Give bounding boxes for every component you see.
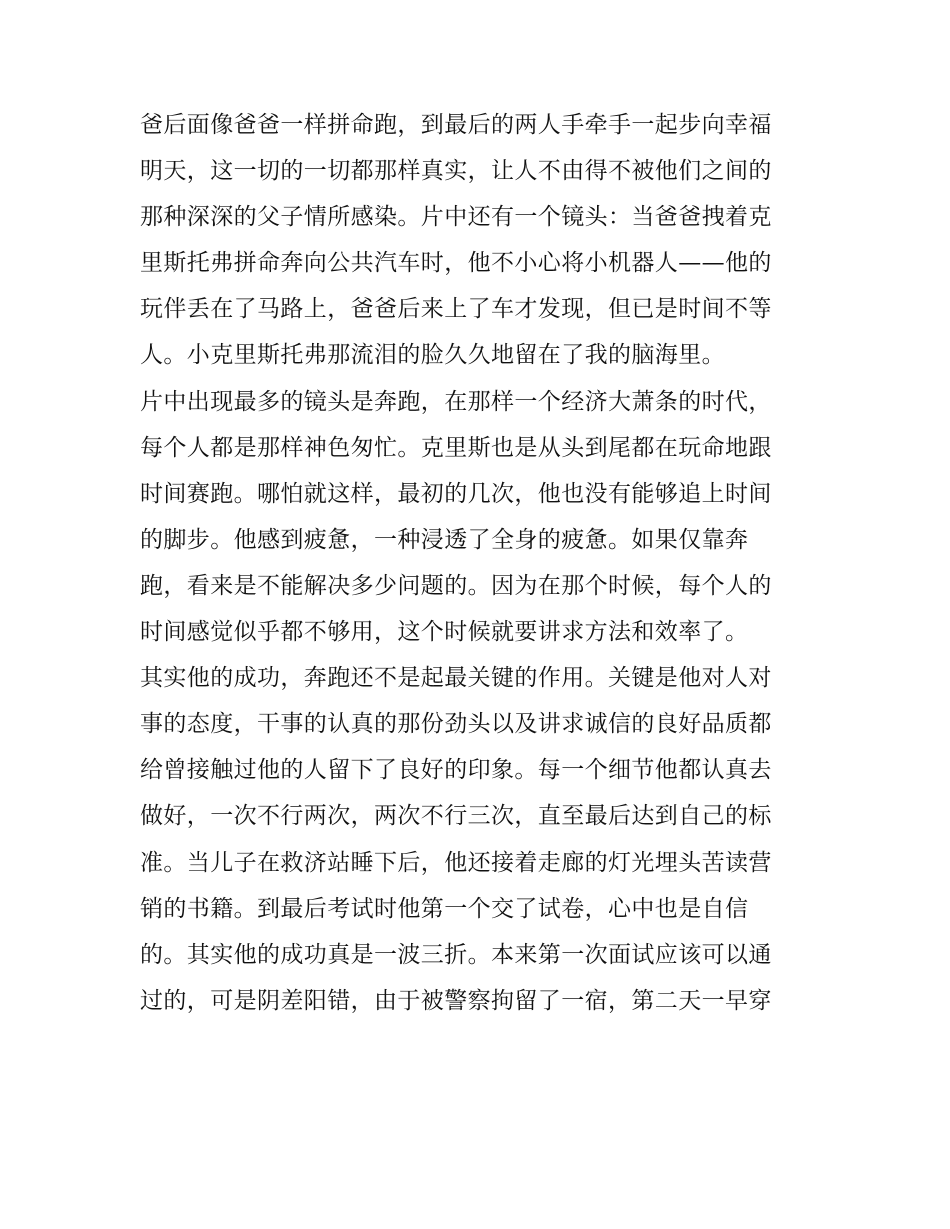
text-line: 做好，一次不行两次，两次不行三次，直至最后达到自己的标 [140,803,772,830]
text-line: 每个人都是那样神色匆忙。克里斯也是从头到尾都在玩命地跟 [140,434,772,461]
text-line: 片中出现最多的镜头是奔跑，在那样一个经济大萧条的时代， [140,388,772,415]
text-line: 的。其实他的成功真是一波三折。本来第一次面试应该可以通 [140,941,772,968]
text-line: 时间赛跑。哪怕就这样，最初的几次，他也没有能够追上时间 [140,480,772,507]
text-line: 爸后面像爸爸一样拼命跑，到最后的两人手牵手一起步向幸福 [140,112,772,138]
text-line: 过的，可是阴差阳错，由于被警察拘留了一宿，第二天一早穿 [140,987,772,1014]
text-line: 其实他的成功，奔跑还不是起最关键的作用。关键是他对人对 [140,665,772,692]
text-line: 准。当儿子在救济站睡下后，他还接着走廊的灯光埋头苦读营 [140,849,772,876]
text-line: 的脚步。他感到疲惫，一种浸透了全身的疲惫。如果仅靠奔 [140,526,749,553]
text-line: 跑，看来是不能解决多少问题的。因为在那个时候，每个人的 [140,572,772,599]
text-line: 人。小克里斯托弗那流泪的脸久久地留在了我的脑海里。 [140,342,725,369]
text-line: 里斯托弗拼命奔向公共汽车时，他不小心将小机器人——他的 [140,250,772,277]
text-line: 事的态度，干事的认真的那份劲头以及讲求诚信的良好品质都 [140,711,772,738]
text-line: 给曾接触过他的人留下了良好的印象。每一个细节他都认真去 [140,757,772,784]
text-line: 时间感觉似乎都不够用，这个时候就要讲求方法和效率了。 [140,619,749,646]
document-body [140,102,820,1024]
text-line: 玩伴丢在了马路上，爸爸后来上了车才发现，但已是时间不等 [140,296,772,323]
text-line: 那种深深的父子情所感染。片中还有一个镜头：当爸爸拽着克 [140,204,772,231]
text-line: 销的书籍。到最后考试时他第一个交了试卷，心中也是自信 [140,895,749,922]
text-line: 明天，这一切的一切都那样真实，让人不由得不被他们之间的 [140,158,772,185]
